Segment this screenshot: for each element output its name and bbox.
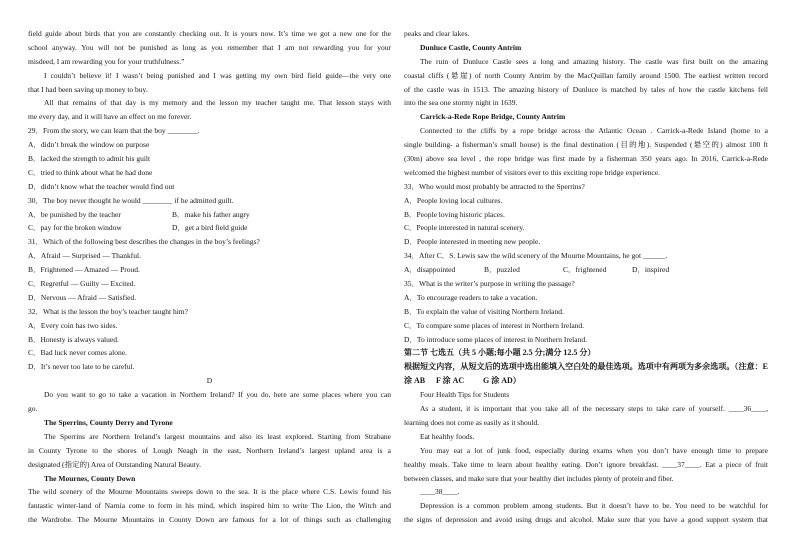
option-b: B．Frightened — Amazed — Proud. — [28, 265, 140, 275]
text-line: into the sea one stormy night in 1639. — [404, 98, 518, 108]
text-line: the Wardrobe. The Mourne Mountains in County Down are famous for a lot of things such as challenging — [28, 515, 391, 525]
section-dunluce — [404, 41, 768, 110]
text-line: I couldn’t believe it! I wasn’t being punished and I was getting my own bird field guide—the very one — [44, 70, 391, 80]
section-mournes — [28, 472, 391, 528]
section-heading: The Sperrins, County Derry and Tyrone — [44, 417, 173, 427]
option-c: C．Bad luck never comes alone. — [28, 348, 127, 358]
right-column — [404, 27, 768, 527]
option-d: D．inspired — [632, 265, 670, 275]
text-line: learning does not come as easily as it should. — [404, 417, 540, 427]
question-stem: 35．What is the writer’s purpose in writing the passage? — [404, 279, 575, 289]
question-stem: 30．The boy never thought he would ________ if he admitted guilt. — [28, 195, 234, 205]
passage-label: D — [206, 376, 213, 386]
text-line: field guide about birds that you are constantly checking out. It is yours now. It’s time we got a new one for the — [28, 29, 391, 38]
section-title: 第二节 七选五（共 5 小题;每小题 2.5 分;满分 12.5 分） — [404, 348, 596, 358]
question-stem: 29．From the story, we can learn that the boy ________. — [28, 126, 200, 136]
section-two-header — [404, 346, 768, 388]
option-b: B．make his father angry — [172, 209, 250, 219]
option-c: C．Regretful — Guilty — Excited. — [28, 279, 136, 289]
text-line: designated (指定的) Area of Outstanding Natural Beauty. — [28, 459, 202, 469]
text-line: between classes, and make sure that your healthy diet includes plenty of protein and fiber. — [404, 473, 674, 483]
option-d: D．People interested in meeting new people. — [404, 237, 541, 247]
text-line: Do you want to go to take a vacation in Northern Ireland? If you do, here are some places where you can — [44, 390, 391, 400]
option-d: D．To introduce some places of interest in Northern Ireland. — [404, 334, 587, 344]
text-line: of the castle was in 1513. The amazing history of Dunluce is matched by tales of how the castle kitchens fell — [404, 84, 768, 94]
left-column — [28, 27, 391, 527]
question-34 — [404, 249, 768, 277]
option-a: A．Every coin has two sides. — [28, 320, 118, 330]
options-row — [28, 208, 391, 222]
text-line: misdeed, I am rewarding you for your truthfulness.” — [28, 56, 185, 66]
option-d: D．Nervous — Afraid — Satisfied. — [28, 292, 137, 302]
passage-c-paragraph — [28, 69, 391, 97]
option-c: C．To compare some places of interest in Northern Ireland. — [404, 320, 585, 330]
option-a: A．disappointed — [404, 265, 456, 275]
answer-note: F 涂 AC — [436, 376, 465, 386]
question-stem: 34．After C．S. Lewis saw the wild scenery of the Mourne Mountains, he got ______. — [404, 251, 668, 261]
option-d: D．It’s never too late to be careful. — [28, 362, 135, 372]
option-d: D．get a bird field guide — [172, 223, 248, 233]
section-heading: The Mournes, County Down — [44, 473, 136, 483]
question-32 — [28, 305, 391, 374]
option-c: C．pay for the broken window — [28, 223, 122, 233]
option-c: C．tried to think about what he had done — [28, 167, 153, 177]
question-stem: 33．Who would most probably be attracted to the Sperrins? — [404, 181, 585, 191]
option-b: B．Honesty is always valued. — [28, 334, 119, 344]
question-31 — [28, 235, 391, 304]
passage-e — [404, 388, 768, 527]
question-29 — [28, 124, 391, 193]
text-line: The Sperrins are Northern Ireland’s largest mountains and also its least explored. Starting from Strabane — [44, 431, 391, 441]
text-line: single building- a fisherman’s small house) is the final destination (目的地). Suspended (悬空的) almost 100 ft — [404, 140, 768, 150]
text-line: coastal cliffs (悬崖) of north County Antrim by the MacQuillan family around 1500. The earliest written record — [404, 70, 768, 80]
text-line: healthy meals. Take time to learn about healthy eating. Don’t ignore breakfast. ____37____. Eat a piece of fruit — [404, 459, 768, 469]
options-row — [28, 221, 391, 235]
option-c: C．People interested in natural scenery. — [404, 223, 525, 233]
option-a: A．To encourage readers to take a vacation. — [404, 292, 538, 302]
section-heading: Carrick-a-Rede Rope Bridge, County Antrim — [420, 112, 566, 122]
question-35 — [404, 277, 768, 346]
passage-d-intro — [28, 388, 391, 416]
question-stem: 31．Which of the following best describes the changes in the boy’s feelings? — [28, 237, 260, 247]
answer-note: 涂 AB — [404, 376, 426, 386]
option-a: A．be punished by the teacher — [28, 209, 121, 219]
question-stem: 32．What is the lesson the boy’s teacher taught him? — [28, 306, 188, 316]
option-b: B．lacked the strength to admit his guilt — [28, 154, 151, 164]
text-line: the signs of depression and avoid using drugs and alcohol. Make sure that you have a good support system that — [404, 515, 768, 525]
passage-title: Four Health Tips for Students — [420, 390, 510, 400]
text-line: Connected to the cliffs by a rope bridge across the Atlantic Ocean . Carrick-a-Rede Island (home to a — [420, 126, 768, 136]
option-b: B．To explain the value of visiting Northern Ireland. — [404, 306, 564, 316]
answer-note: G 涂 AD） — [483, 376, 521, 386]
option-b: B．puzzled — [484, 265, 520, 275]
text-line: that I had been saving up money to buy. — [28, 84, 148, 94]
text-line: As a student, it is important that you take all of the necessary steps to take care of yourself. ____36____, — [420, 404, 768, 414]
question-30 — [28, 194, 391, 236]
option-c: C．frightened — [563, 265, 607, 275]
text-line: peaks and clear lakes. — [404, 29, 470, 38]
text-line: go. — [28, 404, 38, 414]
option-a: A．didn’t break the window on purpose — [28, 140, 150, 150]
text-line: welcomed the highest number of visitors ever to this exciting rope bridge experience. — [404, 167, 660, 177]
answer-notes-row — [404, 374, 768, 388]
section-sperrins — [28, 416, 391, 472]
passage-c-paragraph — [28, 27, 391, 69]
option-d: D．didn’t know what the teacher would find out — [28, 181, 175, 191]
option-a: A．Afraid — Surprised — Thankful. — [28, 251, 141, 261]
text-line: All that remains of that day is my memory and the lesson my teacher taught me. That lesson stays with — [44, 98, 391, 108]
question-33 — [404, 180, 768, 249]
option-a: A．People loving local cultures. — [404, 195, 503, 205]
text-line: The wild scenery of the Mourne Mountains sweeps down to the sea. It is the place where C.S. Lewis found his — [28, 487, 391, 497]
section-instructions: 根据短文内容，从短文后的选项中选出能填入空白处的最佳选项。选项中有两项为多余选项。（注意：E — [404, 362, 768, 372]
blank-38-heading: ____38____. — [420, 487, 460, 497]
passage-c-paragraph — [28, 96, 391, 124]
section-heading: Dunluce Castle, County Antrim — [420, 42, 522, 52]
text-line: in County Tyrone to the shores of Lough Neagh in the east, Northern Ireland’s largest upland area is a — [28, 445, 391, 455]
tip-heading: Eat healthy foods. — [420, 431, 475, 441]
options-row — [404, 263, 768, 277]
section-carrick-a-rede — [404, 110, 768, 179]
text-line: me every day, and it will have an effect on me forever. — [28, 112, 192, 122]
option-b: B．People loving historic places. — [404, 209, 505, 219]
text-line: (30m) above sea level , the rope bridge was first made by a fisherman 350 years ago. In 2016, Carrick-a-Rede — [404, 154, 768, 164]
text-line: The ruin of Dunluce Castle sees a long and amazing history. The castle was first built on the amazing — [420, 56, 768, 66]
text-line: Depression is a common problem among students. But it doesn’t have to be. You need to be watchful for — [420, 501, 768, 511]
text-line: You may eat a lot of junk food, especially during exams when you don’t have enough time to prepare — [420, 445, 768, 455]
text-line: school anyway. You will not be punished as long as you remember that I am not rewarding you for your — [28, 42, 391, 52]
text-line: fantastic winter-land of Narnia come to form in his mind, which inspired him to write The Lion, the Witch and — [28, 501, 391, 511]
